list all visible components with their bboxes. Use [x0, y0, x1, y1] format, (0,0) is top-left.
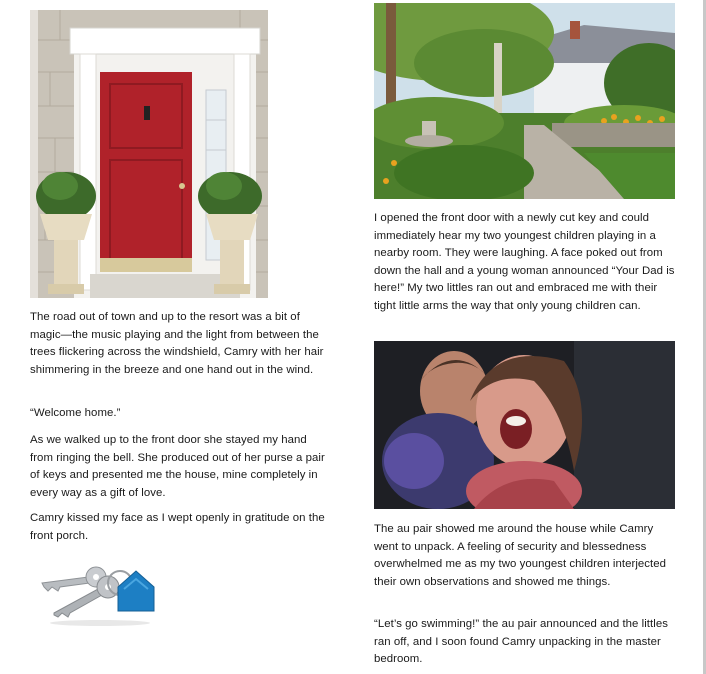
children-laughing-photo — [374, 341, 675, 509]
paragraph-welcome-home: “Welcome home.” — [30, 407, 121, 419]
garden-path-photo — [374, 3, 675, 199]
red-front-door-photo — [30, 10, 268, 298]
paragraph-front-porch: Camry kissed my face as I wept openly in gratitude on the front porch. — [30, 512, 325, 542]
paragraph-lets-go-swimming: “Let’s go swimming!” the au pair announced and the littles ran off, and I soon found Camry unpacking in the master bedroom. — [374, 618, 668, 665]
paragraph-front-door-keys: As we walked up to the front door she stayed my hand from ringing the bell. She produced out of her purse a pair of keys and presented me the house, mine completely in every way as a gift of love. — [30, 434, 325, 499]
paragraph-opened-front-door: I opened the front door with a newly cut key and could immediately hear my two youngest children playing in a nearby room. They were laughing. A face poked out from down the hall and a young woman announced “Your Dad is here!” My two littles ran out and embraced me with their tight little arms the way that only young children can. — [374, 212, 675, 312]
house-keys-keychain-image — [40, 561, 158, 627]
paragraph-au-pair-tour: The au pair showed me around the house while Camry went to unpack. A feeling of security and blessedness overwhelmed me as my two youngest children interjected their own observations and showed me things. — [374, 523, 667, 588]
paragraph-road-to-resort: The road out of town and up to the resort was a bit of magic—the music playing and the light from between the trees flickering across the windshield, Camry with her hair shimmering in the breeze and one hand out in the wind. — [30, 311, 324, 376]
